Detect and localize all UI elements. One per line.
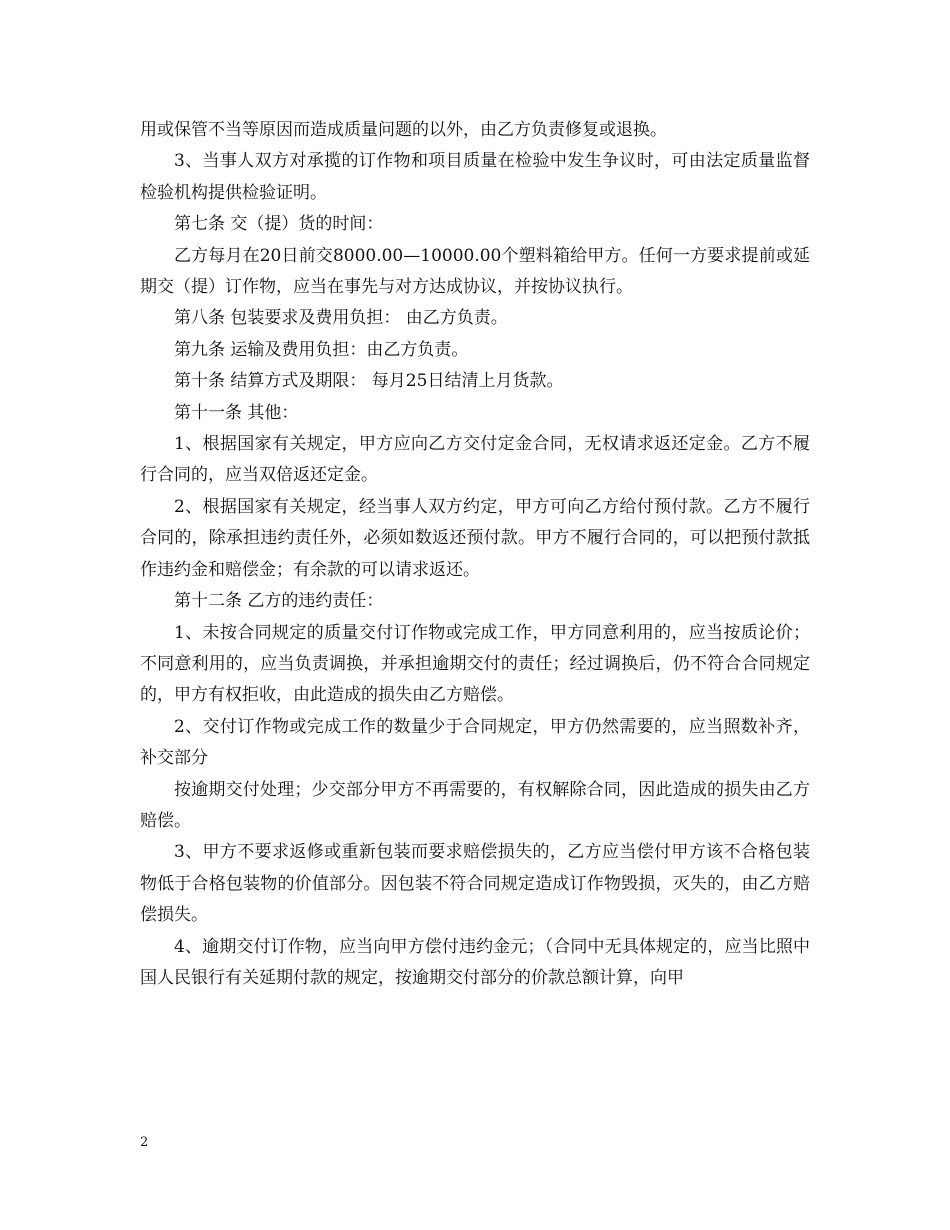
paragraph-14: 按逾期交付处理；少交部分甲方不再需要的，有权解除合同，因此造成的损失由乙方赔偿。: [140, 779, 810, 831]
paragraph-10: 2、根据国家有关规定，经当事人双方约定，甲方可向乙方给付预付款。乙方不履行合同的，除承担违约责任外，必须如数返还预付款。甲方不履行合同的，可以把预付款抵作违约金和赔偿金；有余款的可以请求返还。: [140, 496, 810, 580]
page-number: 2: [140, 1135, 149, 1150]
paragraph-6: 第九条 运输及费用负担：由乙方负责。: [174, 339, 469, 360]
paragraph-16: 4、逾期交付订作物，应当向甲方偿付违约金元；（合同中无具体规定的，应当比照中国人民银行有关延期付款的规定，按逾期交付部分的价款总额计算，向甲: [140, 936, 810, 988]
paragraph-8: 第十一条 其他：: [174, 402, 299, 423]
paragraph-7: 第十条 结算方式及期限： 每月25日结清上月货款。: [174, 371, 564, 392]
paragraph-9: 1、根据国家有关规定，甲方应向乙方交付定金合同，无权请求返还定金。乙方不履行合同的，应当双倍返还定金。: [140, 434, 810, 486]
contract-body: [140, 115, 810, 994]
paragraph-13: 2、交付订作物或完成工作的数量少于合同规定，甲方仍然需要的，应当照数补齐，补交部分: [140, 716, 810, 769]
paragraph-5: 第八条 包装要求及费用负担： 由乙方负责。: [174, 308, 508, 329]
paragraph-15: 3、甲方不要求返修或重新包装而要求赔偿损失的，乙方应当偿付甲方该不合格包装物低于合格包装物的价值部分。因包装不符合同规定造成订作物毁损，灭失的，由乙方赔偿损失。: [140, 842, 810, 926]
paragraph-11: 第十二条 乙方的违约责任：: [174, 591, 384, 612]
paragraph-3: 第七条 交（提）货的时间：: [174, 214, 384, 235]
paragraph-12: 1、未按合同规定的质量交付订作物或完成工作，甲方同意利用的，应当按质论价；不同意利用的，应当负责调换，并承担逾期交付的责任；经过调换后，仍不符合合同规定的，甲方有权拒收，由此造成的损失由乙方赔偿。: [140, 622, 810, 706]
paragraph-4: 乙方每月在20日前交8000.00—10000.00个塑料箱给甲方。任何一方要求提前或延期交（提）订作物，应当在事先与对方达成协议，并按协议执行。: [140, 245, 810, 298]
paragraph-1: 用或保管不当等原因而造成质量问题的以外，由乙方负责修复或退换。: [140, 120, 667, 140]
paragraph-2: 3、当事人双方对承揽的订作物和项目质量在检验中发生争议时，可由法定质量监督检验机构提供检验证明。: [140, 151, 810, 203]
